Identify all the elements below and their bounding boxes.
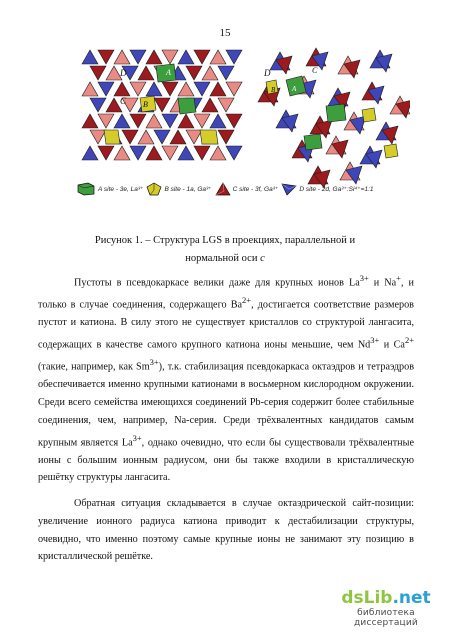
p1-text-1: Пустоты в псевдокаркасе велики даже для крупных ионов La [74, 277, 360, 289]
caption-line-2-text: нормальной оси [185, 253, 261, 264]
left-polyhedron [130, 82, 146, 96]
blue-tetrahedron-icon [281, 182, 297, 196]
dslib-watermark [326, 588, 446, 628]
left-polyhedron [82, 82, 98, 96]
left-polyhedron [202, 66, 218, 80]
p1-text-4: , достигается соответствие размеров пустот и катиона. В силу этого не существует кристаллов со структурой лангасита, содержащих в качестве самого крупного катиона ионы меньшие, чем Nd [38, 299, 414, 351]
left-polyhedron [226, 114, 242, 128]
left-polyhedron [114, 146, 130, 160]
left-polyhedron [90, 130, 106, 144]
left-polyhedron [194, 114, 210, 128]
left-b-site-2 [104, 130, 120, 144]
left-polyhedron [218, 66, 234, 80]
figure-caption [40, 232, 410, 268]
left-polyhedron [130, 114, 146, 128]
left-polyhedron [138, 130, 154, 144]
right-b-site-2 [362, 108, 376, 122]
body-text [38, 270, 414, 574]
legend-label-b: B site - 1a, Ga³⁺ [164, 186, 212, 193]
legend-label-a: A site - 3e, La³⁺ [98, 186, 144, 193]
caption-line-2 [40, 250, 410, 268]
dslib-logo [326, 588, 446, 608]
left-polyhedron [210, 146, 226, 160]
left-polyhedron [226, 146, 242, 160]
left-polyhedron [202, 98, 218, 112]
left-polyhedron [90, 98, 106, 112]
p1-sup-1: 3+ [359, 273, 369, 283]
legend-label-d: D site - 2d, Ga³⁺:Si⁴⁺=1:1 [299, 186, 374, 193]
left-polyhedron [218, 98, 234, 112]
left-label-a: A [166, 68, 171, 77]
right-label-a: A [292, 85, 297, 93]
left-polyhedron [210, 50, 226, 64]
p1-sup-6: 3+ [149, 357, 159, 368]
left-polyhedron [170, 130, 186, 144]
p1-text-6: (такие, например, как Sm [38, 361, 150, 373]
p1-sup-2: + [396, 273, 401, 283]
p1-text-8: , однако очевидно, что если бы существовали трёхвалентные ионы с большим ионным радиусом, они бы также входили в кристаллическую решётку структуры лангасита. [38, 436, 414, 484]
left-polyhedron [146, 82, 162, 96]
left-polyhedron [178, 82, 194, 96]
left-polyhedron [178, 114, 194, 128]
left-polyhedron [130, 146, 146, 160]
left-polyhedron [178, 50, 194, 64]
caption-axis: c [260, 253, 265, 264]
right-a-site-2 [326, 104, 346, 122]
p1-text-3: , и только в случае соединения, содержащего Ba [38, 277, 414, 311]
dslib-subtitle: библиотека диссертаций [353, 608, 418, 628]
left-polyhedron [122, 130, 138, 144]
left-label-b: B [143, 100, 148, 109]
legend-label-c: C site - 3f, Ga³⁺ [232, 186, 279, 193]
left-polyhedron [146, 114, 162, 128]
left-polyhedron [162, 50, 178, 64]
left-polyhedron [114, 50, 130, 64]
left-polyhedron [98, 82, 114, 96]
left-polyhedron [186, 66, 202, 80]
right-label-d: D [264, 68, 271, 78]
left-projection [82, 50, 242, 160]
left-polyhedron [194, 50, 210, 64]
p1-sup-3: 2+ [242, 295, 252, 306]
right-label-c: C [312, 66, 318, 75]
left-polyhedron [154, 98, 170, 112]
p1-text-2: и Na [368, 277, 397, 289]
left-polyhedron [162, 82, 178, 96]
left-polyhedron [186, 130, 202, 144]
yellow-octahedron-icon [146, 182, 162, 196]
p1-text-5: и Ca [379, 339, 405, 351]
left-polyhedron [82, 146, 98, 160]
left-polyhedron [138, 66, 154, 80]
dslib-logo-domain: .net [392, 588, 431, 608]
left-polyhedron [154, 130, 170, 144]
caption-line-1: Рисунок 1. – Структура LGS в проекциях, параллельной и [94, 235, 356, 246]
left-label-c: C [120, 96, 127, 106]
left-polyhedron [226, 50, 242, 64]
p1-sup-7: 3+ [132, 432, 142, 443]
figure-legend [76, 178, 424, 200]
right-label-b: B [271, 86, 276, 94]
p1-sup-5: 2+ [404, 335, 414, 346]
red-tetrahedron-icon [215, 182, 231, 196]
legend-item-a-site [76, 182, 143, 196]
green-polyhedron-icon [76, 182, 96, 196]
legend-item-b-site [146, 182, 211, 196]
left-b-site-3 [200, 130, 218, 144]
left-polyhedron [98, 114, 114, 128]
p1-sup-4: 3+ [370, 335, 380, 346]
left-polyhedron [146, 50, 162, 64]
left-polyhedron [90, 66, 106, 80]
left-polyhedron [82, 114, 98, 128]
left-a-site-2 [178, 98, 196, 114]
left-polyhedron [194, 146, 210, 160]
left-polyhedron [210, 114, 226, 128]
left-polyhedron [130, 50, 146, 64]
right-a-site-3 [304, 134, 322, 150]
left-polyhedron [114, 82, 130, 96]
paragraph-1 [38, 270, 414, 487]
left-polyhedron [178, 146, 194, 160]
page-number: 15 [219, 27, 231, 39]
left-polyhedron [218, 130, 234, 144]
dslib-logo-brand: dsLib [341, 588, 393, 608]
right-projection [258, 48, 410, 188]
left-polyhedron [162, 114, 178, 128]
left-polyhedron [210, 82, 226, 96]
right-b-site-3 [384, 144, 398, 158]
left-polyhedron [146, 146, 162, 160]
left-polyhedron [114, 114, 130, 128]
left-polyhedron [194, 82, 210, 96]
p1-text-7: ), т.к. стабилизация псевдокаркаса октаэдров и тетраэдров обеспечивается именно крупными катионами в восьмерном кислородном окружении. Среди всего семейства имеющихся соединений Pb-серия содержит более стабильные соединения, чем, например, Na-серия. Среди трёхвалентных кандидатов самым крупным является La [38, 361, 414, 448]
left-polyhedron [98, 50, 114, 64]
left-polyhedron [98, 146, 114, 160]
legend-item-d-site [281, 182, 373, 196]
left-label-d: D [120, 68, 127, 78]
left-polyhedron [226, 82, 242, 96]
left-polyhedron [82, 50, 98, 64]
legend-item-c-site [215, 182, 279, 196]
paragraph-2: Обратная ситуация складывается в случае октаэдрической сайт-позиции: увеличение ионного радиуса катиона приводит к дестабилизации структуры, очевидно, что именно поэтому самые крупные ионы не занимают эту позицию в кристаллической решётке. [38, 498, 414, 563]
left-polyhedron [162, 146, 178, 160]
